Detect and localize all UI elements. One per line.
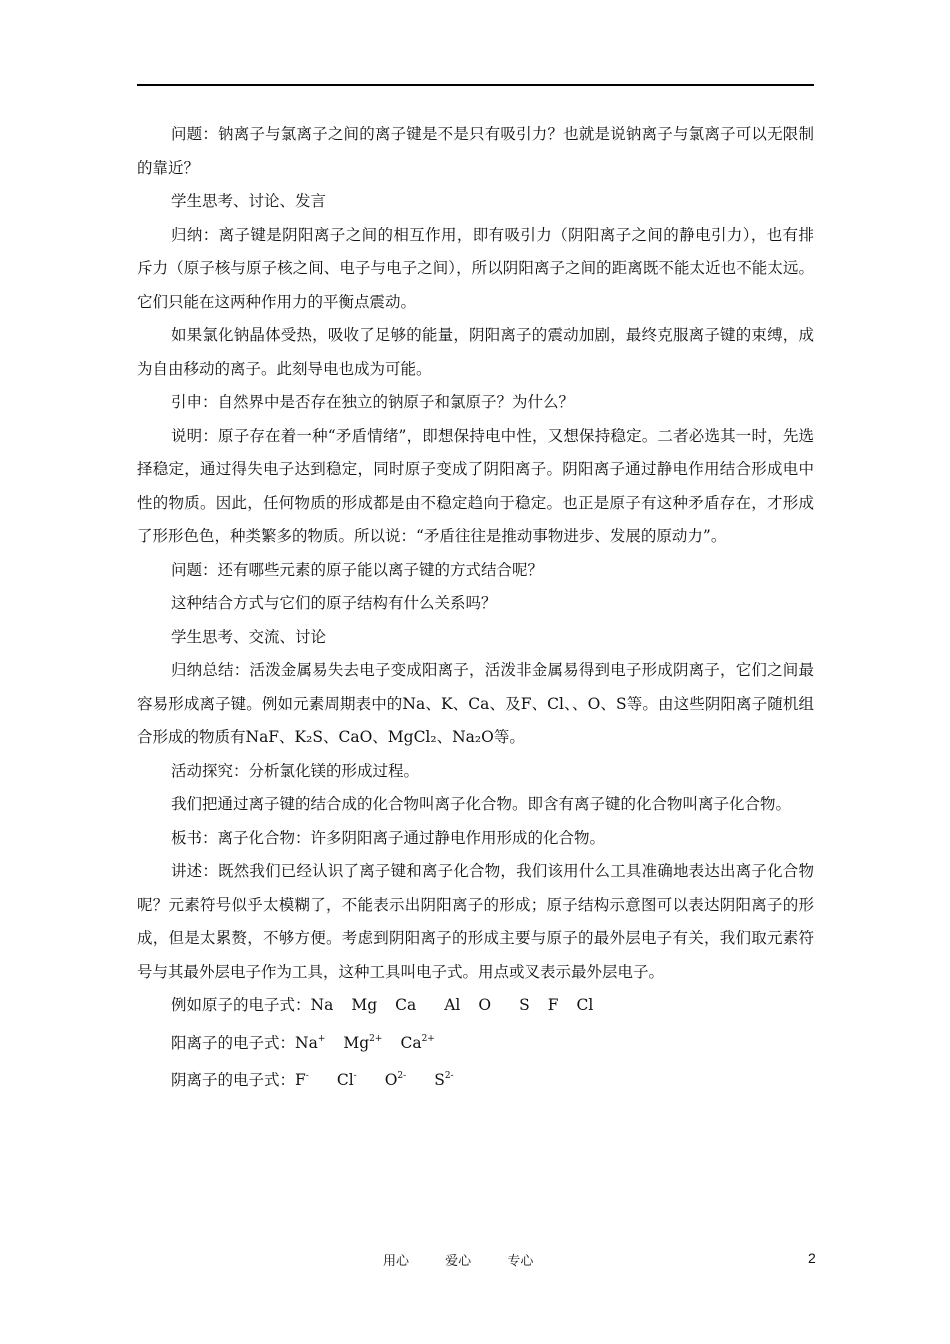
paragraph: 板书：离子化合物：许多阴阳离子通过静电作用形成的化合物。 <box>171 828 606 847</box>
document-body <box>137 118 814 1098</box>
ion-symbol: Mg <box>343 1033 370 1052</box>
ion-charge: 2+ <box>369 1033 383 1044</box>
page-footer <box>0 1250 950 1270</box>
paragraph: 学生思考、交流、讨论 <box>171 627 327 646</box>
paragraph: 问题：钠离子与氯离子之间的离子键是不是只有吸引力？也就是说钠离子与氯离子可以无限制的靠近？ <box>137 125 814 177</box>
page-number: 2 <box>808 1250 816 1266</box>
atom-symbol: Al <box>444 996 461 1014</box>
ion-symbol: S <box>434 1071 445 1089</box>
ion-symbol: F <box>295 1071 306 1089</box>
atom-symbol: Cl <box>576 996 594 1014</box>
paragraph: 我们把通过离子键的结合成的化合物叫离子化合物。即含有离子键的化合物叫离子化合物。 <box>171 795 792 813</box>
footer-motto <box>383 1250 565 1269</box>
atom-symbol: Mg <box>351 996 378 1014</box>
ion-charge: - <box>353 1071 357 1081</box>
ion-charge: + <box>317 1033 326 1044</box>
paragraph: 学生思考、讨论、发言 <box>171 192 327 210</box>
cation-electron-formula-line <box>137 1023 814 1061</box>
anion-electron-formula-line <box>137 1060 814 1098</box>
ion-symbol: O <box>384 1071 398 1089</box>
atom-symbol: O <box>478 996 492 1014</box>
header-rule <box>137 84 814 86</box>
paragraph: 讲述：既然我们已经认识了离子键和离子化合物，我们该用什么工具准确地表达出离子化合物呢？元素符号似乎太模糊了，不能表示出阴阳离子的形成；原子结构示意图可以表达阴阳离子的形成，但是太累赘，不够方便。考虑到阴阳离子的形成主要与原子的最外层电子有关，我们取元素符号与其最外层电子作为工具，这种工具叫电子式。用点或叉表示最外层电子。 <box>137 862 814 981</box>
atom-electron-formula-line <box>137 989 814 1023</box>
paragraph: 引申：自然界中是否存在独立的钠原子和氯原子？为什么？ <box>171 393 575 411</box>
ion-charge: 2+ <box>421 1033 435 1044</box>
footer-motto-item: 专心 <box>507 1254 534 1269</box>
paragraph: 活动探究：分析氯化镁的形成过程。 <box>171 761 420 780</box>
ion-charge: 2- <box>444 1071 454 1081</box>
atom-symbol: S <box>519 996 530 1014</box>
atom-line-label: 例如原子的电子式： <box>171 996 311 1014</box>
paragraph: 这种结合方式与它们的原子结构有什么关系吗？ <box>171 594 497 612</box>
ion-charge: 2- <box>397 1071 407 1081</box>
paragraph: 如果氯化钠晶体受热，吸收了足够的能量，阴阳离子的震动加剧，最终克服离子键的束缚，成为自由移动的离子。此刻导电也成为可能。 <box>137 326 814 378</box>
anion-line-label: 阴离子的电子式： <box>171 1071 296 1089</box>
paragraph: 问题：还有哪些元素的原子能以离子键的方式结合呢？ <box>171 560 544 579</box>
ion-charge: - <box>305 1071 309 1081</box>
paragraph: 说明：原子存在着一种“矛盾情绪”，即想保持电中性，又想保持稳定。二者必选其一时，先选择稳定，通过得失电子达到稳定，同时原子变成了阴阳离子。阴阳离子通过静电作用结合形成电中性的物质。因此，任何物质的形成都是由不稳定趋向于稳定。也正是原子有这种矛盾存在，才形成了形形色色，种类繁多的物质。所以说：“矛盾往往是推动事物进步、发展的原动力”。 <box>137 426 814 545</box>
atom-symbol: Na <box>310 996 334 1014</box>
paragraph: 归纳：离子键是阴阳离子之间的相互作用，即有吸引力（阴阳离子之间的静电引力），也有排斥力（原子核与原子核之间、电子与电子之间），所以阴阳离子之间的距离既不能太近也不能太远。它们只能在这两种作用力的平衡点震动。 <box>137 225 814 311</box>
footer-motto-item: 用心 <box>383 1254 410 1269</box>
atom-symbol: Ca <box>395 996 417 1014</box>
ion-symbol: Na <box>295 1033 318 1052</box>
cation-line-label: 阳离子的电子式： <box>171 1033 296 1052</box>
atom-symbol: F <box>547 996 559 1014</box>
footer-motto-item: 爱心 <box>445 1254 472 1269</box>
ion-symbol: Cl <box>336 1071 354 1089</box>
ion-symbol: Ca <box>400 1033 422 1052</box>
paragraph: 归纳总结：活泼金属易失去电子变成阳离子，活泼非金属易得到电子形成阴离子，它们之间最容易形成离子键。例如元素周期表中的Na、K、Ca、及F、Cl、、O、S等。由这些阴阳离子随机组合形成的物质有NaF、K₂S、CaO、MgCl₂、Na₂O等。 <box>137 661 814 746</box>
